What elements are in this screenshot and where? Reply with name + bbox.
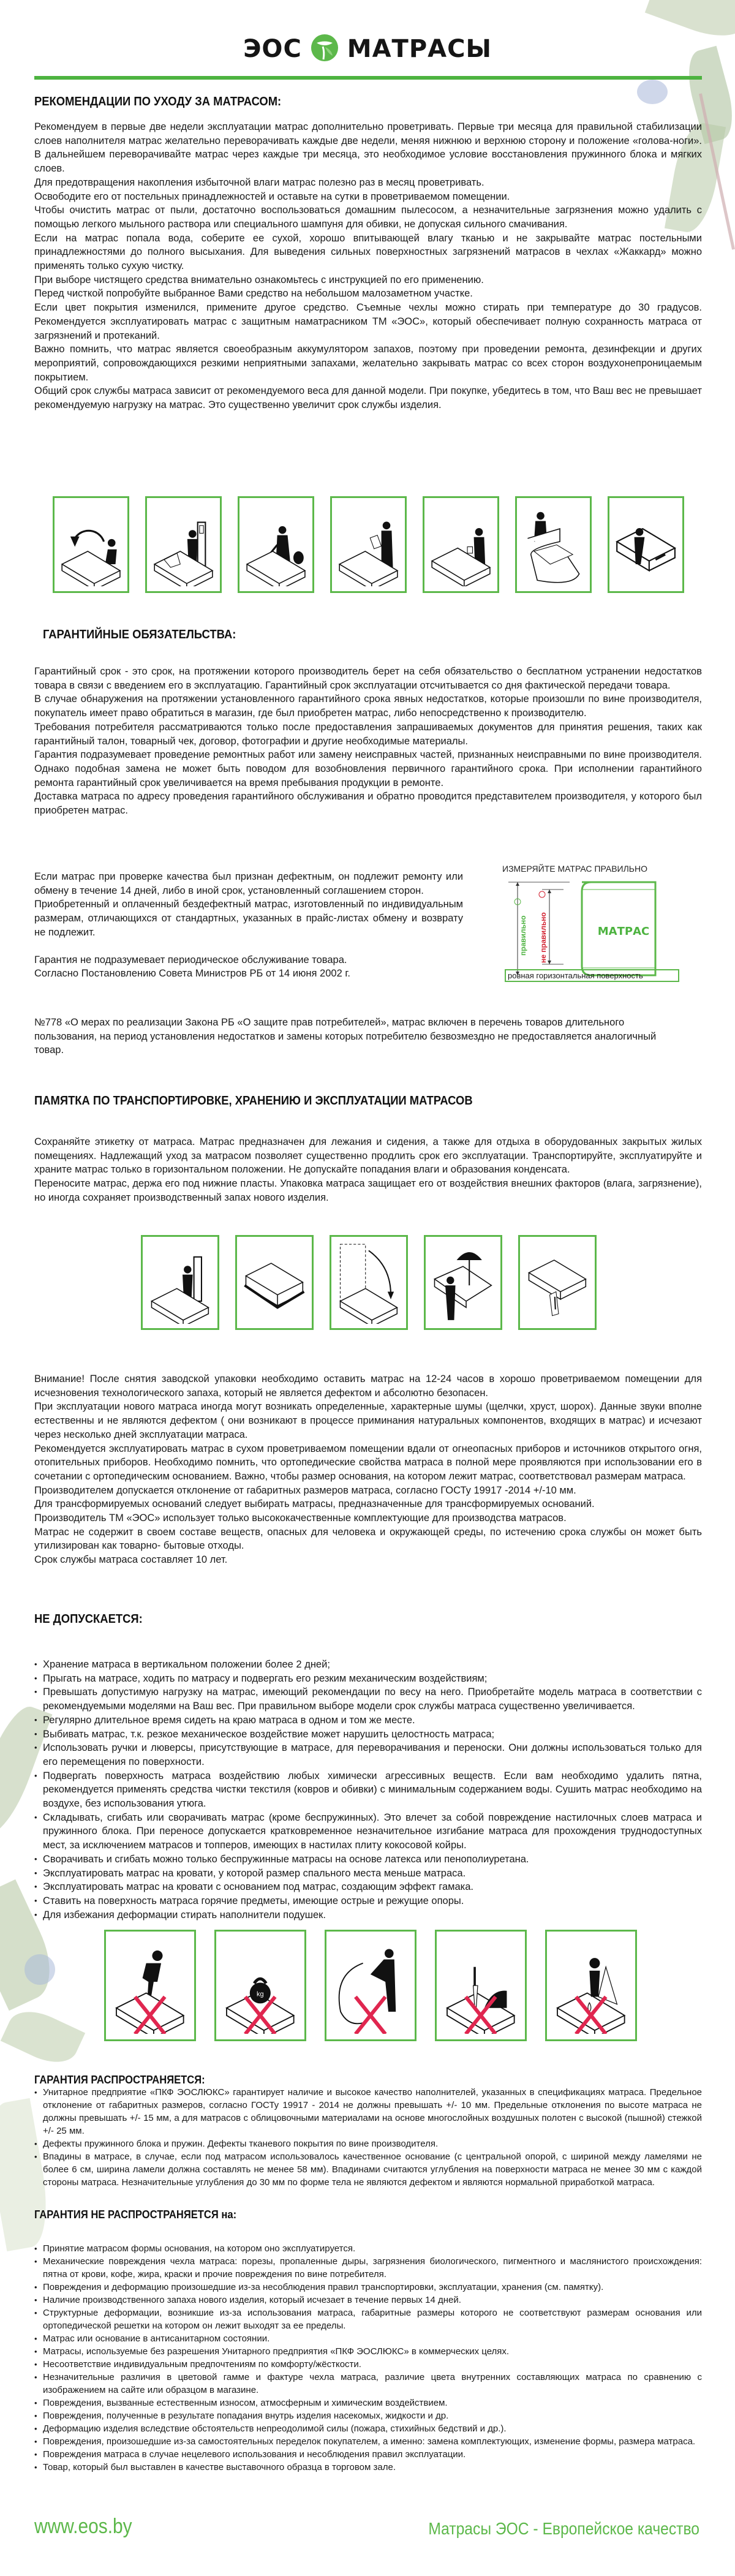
transport-paragraph: Переносите матрас, держа его под нижние пласты. Упаковка матраса защищает его от воздействия внешних факторов (влага, загрязнение), но иногда сохраняет производственный запах нового изделия. (34, 1178, 702, 1203)
warranty-excludes-item: • Повреждения, вызванные естественным износом, атмосферным и химическим воздействием. (34, 2397, 702, 2409)
warranty-excludes-item: • Повреждения, полученные в результате попадания внутрь изделия насекомых, жидкости и др. (34, 2409, 702, 2422)
brand-name-right: МАТРАСЫ (347, 35, 492, 63)
surface-label: ровная горизонтальная поверхность (505, 969, 679, 982)
brand-logo (0, 29, 735, 69)
warranty-law-text (34, 1016, 677, 1057)
warranty-excludes-item: • Принятие матрасом формы основания, на котором оно эксплуатируется. (34, 2242, 702, 2255)
attention-text (34, 1372, 702, 1567)
warranty-excludes-section-title (34, 2208, 254, 2221)
warranty-excludes-item: • Повреждения матраса в случае нецелевого использования и несоблюдения правил эксплуатации. (34, 2448, 702, 2461)
no-liquids-icon (545, 1930, 637, 2041)
warranty-paragraph: В случае обнаружения на протяжении установленного гарантийного срока явных недостатков, которые произошли по вине производителя, покупатель имеет право обратиться в магазин, где был приобретен матрас, либо непосредственно к производителю. (34, 693, 702, 719)
brand-name-left: ЭОС (243, 35, 302, 63)
warranty-excludes-heading: ГАРАНТИЯ НЕ РАСПРОСТРАНЯЕТСЯ (34, 2208, 219, 2221)
warranty-covers-list (34, 2086, 702, 2189)
ventilate-room-icon (145, 496, 222, 593)
keep-dry-icon (424, 1235, 502, 1330)
flat-storage-icon (235, 1235, 314, 1330)
mattress-protector-icon (608, 496, 684, 593)
measure-diagram-title: ИЗМЕРЯЙТЕ МАТРАС ПРАВИЛЬНО (502, 864, 647, 874)
care-paragraph: Рекомендуем в первые две недели эксплуатации матрас дополнительно проветривать. Первые три месяца для правильной стабилизации слоев наполнителя матрас желательно переворачивать каждые две недели, меняя нижнюю и верхнюю сторону и положение «голова-ноги». В дальнейшем переворачивайте матрас через каждые три месяца, это необходимое условие восстановления пружинного блока и мягких слоев. (34, 121, 702, 175)
incorrect-label: не правильно (539, 912, 548, 963)
care-paragraph: Общий срок службы матраса зависит от рекомендуемого веса для данной модели. При покупке, убедитесь в том, что Ваш вес не превышает рекомендуемую нагрузку на матрас. Это существенно увеличит срок службы изделия. (34, 385, 702, 411)
measure-mattress-diagram (490, 864, 698, 995)
warranty-paragraph: Требования потребителя рассматриваются только после предоставления запрашиваемых документов для принятия решения, таких как гарантийный талон, товарный чек, договор, фотографии и другие необходимые материалы. (34, 721, 702, 747)
warranty-excludes-item: • Матрасы, используемые без разрешения Унитарного предприятия «ПКФ ЭОСЛЮКС» в коммерческих целях. (34, 2345, 702, 2358)
warranty-covers-item: • Впадины в матрасе, в случае, если под матрасом использовалось качественное основание (с центральной опорой, с шириной между ламелями не более 6 см, ширина ламели должна составлять не менее 58 мм). Впадинами считаются углубления на поверхности матраса не менее 30 мм с каждой стороны матраса. Незначительные углубления до 30 мм по форме тела не являются дефектом и являются нормальной приработкой матраса. (34, 2150, 702, 2189)
header-divider (34, 76, 702, 80)
vacuum-clean-icon (238, 496, 314, 593)
warranty-excludes-item: • Повреждения и деформацию произошедшие из-за несоблюдения правил транспортировки, эксплуатации, хранения (см. памятку). (34, 2281, 702, 2294)
care-paragraph: Чтобы очистить матрас от пыли, достаточно воспользоваться домашним пылесосом, а незначительные загрязнения можно удалить с помощью легкого мыльного раствора или специального шампуня для обивки, не допуская сильного смачивания. (34, 205, 702, 230)
forbidden-item: • Сворачивать и сгибать можно только беспружинные матрасы на основе латекса или пенополиуретана. (34, 1853, 702, 1867)
forbidden-heading: НЕ ДОПУСКАЕТСЯ: (34, 1612, 143, 1626)
transport-icons-row (141, 1235, 597, 1330)
water-spill-icon (330, 496, 407, 593)
warranty-covers-item: • Унитарное предприятие «ПКФ ЭОСЛЮКС» гарантирует наличие и высокое качество наполнителей, указанных в спецификациях матраса. Предельное отклонение от габаритных размеров, согласно ГОСТу 19917 - 2014 не должны превышать +/- 10 мм. Предельные отклонения по высоте матраса не должны превышать +/- 15 мм, а для матрасов с облицовочными материалами на основе многослойных воздушных полотен с высокой (пышной) стежкой +/- 25 мм. (34, 2086, 702, 2137)
care-paragraph: Если на матрас попала вода, соберите ее сухой, хорошо впитывающей влагу тканью и не закрывайте матрас постельными принадлежностями до полного высыхания. Для выведения сильных поверхностных загрязнений матрасов в чехлах «Жаккард» можно применять только сухую чистку. (34, 232, 702, 272)
attention-paragraph: Рекомендуется эксплуатировать матрас в сухом проветриваемом помещении вдали от огнеопасных приборов и источников открытого огня, отопительных приборов. Необходимо помнить, что ортопедические свойства матраса в полной мере проявляются при использовании его в сочетании с ортопедическим основанием. Важно, чтобы размер основания, на котором лежит матрас, соответствовал размерам матраса. (34, 1443, 702, 1482)
forbidden-item: • Хранение матраса в вертикальном положении более 2 дней; (34, 1658, 702, 1672)
no-folding-icon (325, 1930, 417, 2041)
flip-mattress-icon (53, 496, 129, 593)
warranty-excludes-item: • Структурные деформации, возникшие из-за использования матраса, габаритные размеры которого не соответствуют размерам основания или ортопедической решетки на котором он лежит выходят за ее пределы. (34, 2306, 702, 2332)
warranty-heading: ГАРАНТИЙНЫЕ ОБЯЗАТЕЛЬСТВА: (43, 628, 236, 641)
attention-paragraph: Производителем допускается отклонение от габаритных размеров матраса, согласно ГОСТу 19917 -2014 +/-10 мм. (34, 1484, 576, 1496)
care-paragraph: При выборе чистящего средства внимательно ознакомьтесь с инструкцией по его применению. (34, 274, 484, 285)
warranty-text (34, 665, 702, 818)
warranty-excludes-item: • Матрас или основание в антисанитарном состоянии. (34, 2332, 702, 2345)
horizontal-position-icon (330, 1235, 408, 1330)
no-heavy-weight-icon (214, 1930, 306, 2041)
warranty-text-narrow (34, 870, 463, 981)
no-hot-sharp-objects-icon (435, 1930, 527, 2041)
remove-cover-icon (515, 496, 592, 593)
warranty-excludes-heading-suffix: на: (218, 2208, 237, 2221)
spot-clean-icon (423, 496, 499, 593)
transport-text (34, 1135, 702, 1205)
forbidden-item: • Эксплуатировать матрас на кровати с основанием под матрас, создающим эффект гамака. (34, 1880, 702, 1894)
forbidden-list (34, 1658, 702, 1922)
correct-label: правильно (519, 915, 527, 956)
forbidden-item: • Выбивать матрас, т.к. резкое механическое воздействие может нарушить целостность матраса; (34, 1728, 702, 1742)
warranty-paragraph: Согласно Постановлению Совета Министров РБ от 14 июня 2002 г. (34, 968, 350, 980)
warranty-paragraph: Доставка матраса по адресу проведения гарантийного обслуживания и обратно проводится представителем производителя, у которого был приобретен матрас. (34, 791, 702, 817)
care-section-title (34, 95, 303, 109)
care-icons-row (53, 496, 684, 593)
warranty-paragraph: Гарантийный срок - это срок, на протяжении которого производитель берет на себя обязательство о бесплатном устранении недостатков товара в связи с введением его в эксплуатацию. Гарантийный срок эксплуатации отсчитывается со дня фактической передачи товара. (34, 666, 702, 691)
attention-paragraph: Внимание! После снятия заводской упаковки необходимо оставить матрас на 12-24 часов в хорошо проветриваемом помещении для исчезновения технологического запаха, который не является дефектом и абсолютно безопасен. (34, 1373, 702, 1399)
care-paragraph: Освободите его от постельных принадлежностей и оставьте на сутки в проветриваемом помещении. (34, 191, 510, 202)
website-link[interactable]: www.eos.by (34, 2515, 132, 2538)
transport-paragraph: Сохраняйте этикетку от матраса. Матрас предназначен для лежания и сидения, а также для отдыха в оборудованных закрытых жилых помещениях. Надлежащий уход за матрасом позволяет существенно продлить срок его эксплуатации. Транспортируйте, эксплуатируйте и храните матрас только в горизонтальном положении. Не допускайте попадания влаги и образования конденсата. (34, 1136, 702, 1176)
warranty-paragraph: Приобретенный и оплаченный бездефектный матрас, изготовленный по индивидуальным размерам, отличающихся от стандартных, указанных в прайс-листах обмену и возврату не подлежит. (34, 899, 463, 938)
care-paragraph: Если цвет покрытия изменился, примените другое средство. Съемные чехлы можно стирать при температуре до 30 градусов. Рекомендуется эксплуатировать матрас с защитным наматрасником ТМ «ЭОС», который обеспечивает полную сохранность матраса от загрязнений и протеканий. (34, 302, 702, 341)
forbidden-item: • Использовать ручки и люверсы, присутствующие в матрасе, для переворачивания и переноски. Они должны использоваться только для его перемещения по поверхности. (34, 1741, 702, 1769)
care-paragraph: Для предотвращения накопления избыточной влаги матрас полезно раз в месяц проветривать. (34, 176, 484, 188)
care-heading: РЕКОМЕНДАЦИИ ПО УХОДУ ЗА МАТРАСОМ: (34, 95, 282, 108)
warranty-section-title (43, 628, 253, 642)
footer-slogan: Матрасы ЭОС - Европейское качество (428, 2519, 699, 2538)
forbidden-item: • Превышать допустимую нагрузку на матрас, имеющий рекомендации по весу на него. Приобретайте модель матраса в соответствии с рекомендуемыми моделями на Ваш вес. При правильном выборе модели срок службы матраса существенно увеличивается. (34, 1685, 702, 1713)
forbidden-item: • Регулярно длительное время сидеть на краю матраса в одном и том же месте. (34, 1713, 702, 1728)
attention-paragraph: Срок службы матраса составляет 10 лет. (34, 1554, 228, 1566)
warranty-paragraph: Гарантия подразумевает проведение ремонтных работ или замену неисправных частей, признанных неисправными по вине производителя. Однако подобная замена не может быть поводом для возобновления первичного гарантийного срока. При исполнении гарантийного ремонта гарантийный срок увеличивается на время пребывания продукции в ремонте. (34, 749, 702, 788)
forbidden-item: • Для избежания деформации стирать наполнители подушек. (34, 1908, 702, 1922)
warranty-excludes-item: • Механические повреждения чехла матраса: порезы, пропаленные дыры, загрязнения биологического, пигментного и маслянистого происхождения: пятна от крови, кофе, жира, краски и прочие повреждения по вине потребителя. (34, 2255, 702, 2281)
warranty-covers-item: • Дефекты пружинного блока и пружин. Дефекты тканевого покрытия по вине производителя. (34, 2137, 702, 2150)
warranty-law-paragraph: №778 «О мерах по реализации Закона РБ «О защите прав потребителей», матрас включен в перечень товаров длительного пользования, на период установления недостатков и замены которых потребителю безвозмездно не предоставляется аналогичный товар. (34, 1017, 657, 1056)
attention-paragraph: Матрас не содержит в своем составе веществ, опасных для человека и окружающей среды, по истечению срока службы он может быть утилизирован как товарно- бытовые отходы. (34, 1526, 702, 1552)
warranty-paragraph: Если матрас при проверке качества был признан дефектным, он подлежит ремонту или обмену в течение 14 дней, либо в иной срок, установленный соглашением сторон. (34, 871, 463, 896)
forbidden-item: • Складывать, сгибать или сворачивать матрас (кроме беспружинных). Это влечет за собой повреждение настилочных слоев матраса и пружинного блока. При переносе допускается кратковременное незначительное изгибание матраса для прохождения труднодоступных мест, за исключением матрасов и топперов, имеющих в настилах плиту кокосовой койры. (34, 1811, 702, 1853)
attention-paragraph: При эксплуатации нового матраса иногда могут возникать определенные, характерные шумы (щелчки, хруст, шорох). Данные звуки вполне естественны и не являются дефектом ( они возникают в процессе приминания натуральных компонентов, входящих в матрас) и исчезают через несколько дней эксплуатации матраса. (34, 1401, 702, 1440)
transport-heading: ПАМЯТКА ПО ТРАНСПОРТИРОВКЕ, ХРАНЕНИЮ И ЭКСПЛУАТАЦИИ МАТРАСОВ (34, 1094, 473, 1108)
transport-section-title (34, 1094, 511, 1108)
forbidden-item: • Прыгать на матрасе, ходить по матрасу и подвергать его резким механическим воздействиям; (34, 1672, 702, 1686)
warranty-excludes-item: • Незначительные различия в цветовой гамме и фактуре чехла матраса, различие цвета внутренних составляющих матраса по сравнению с изображением на сайте или образцом в магазине. (34, 2371, 702, 2397)
warranty-excludes-item: • Товар, который был выставлен в качестве выставочного образца в торговом зале. (34, 2461, 702, 2474)
keep-label-icon (518, 1235, 597, 1330)
care-paragraph: Важно помнить, что матрас является своеобразным аккумулятором запахов, поэтому при проведении ремонта, дезинфекции и других мероприятий, сопровождающихся резкими неприятными запахами, желательно закрывать матрас со всех сторон воздухонепроницаемым покрытием. (34, 344, 702, 383)
ventilate-room-icon (141, 1235, 219, 1330)
warranty-excludes-item: • Наличие производственного запаха нового изделия, который исчезает в течение первых 14 дней. (34, 2294, 702, 2306)
mattress-label: МАТРАС (597, 925, 650, 938)
warranty-excludes-item: • Повреждения, произошедшие из-за самостоятельных переделок покупателем, а именно: замена комплектующих, изменение формы, размера матраса. (34, 2435, 702, 2448)
kg-label: kg (257, 1990, 264, 1998)
warranty-excludes-list (34, 2242, 702, 2474)
forbidden-item: • Эксплуатировать матрас на кровати, у которой размер спального места меньше матраса. (34, 1867, 702, 1881)
care-text (34, 120, 702, 412)
forbidden-icons-row (104, 1930, 637, 2041)
leaf-logo-icon (311, 34, 339, 65)
attention-paragraph: Для трансформируемых оснований следует выбирать матрасы, предназначенные для трансформируемых оснований. (34, 1498, 595, 1510)
forbidden-section-title (34, 1612, 152, 1626)
attention-paragraph: Производитель ТМ «ЭОС» использует только высококачественные комплектующие для производства матрасов. (34, 1513, 567, 1524)
warranty-covers-heading: ГАРАНТИЯ РАСПРОСТРАНЯЕТСЯ: (34, 2074, 205, 2086)
warranty-excludes-item: • Несоответствие индивидуальным предпочтениям по комфорту/жёсткости. (34, 2358, 702, 2371)
warranty-paragraph: Гарантия не подразумевает периодическое обслуживание товара. (34, 954, 347, 965)
care-paragraph: Перед чисткой попробуйте выбранное Вами средство на небольшом малозаметном участке. (34, 288, 473, 300)
warranty-excludes-item: • Деформацию изделия вследствие обстоятельств непреодолимой силы (пожара, стихийных бедствий и др.). (34, 2422, 702, 2435)
forbidden-item: • Подвергать поверхность матраса воздействию любых химически агрессивных веществ. Если вам необходимо удалить пятна, рекомендуется применять средства чистки текстиля (ковров и обивки) с минимальным содержанием воды. Сушить матрас необходимо на воздухе, без использования утюга. (34, 1769, 702, 1811)
no-jumping-icon (104, 1930, 196, 2041)
forbidden-item: • Ставить на поверхность матраса горячие предметы, имеющие острые и режущие опоры. (34, 1894, 702, 1908)
warranty-covers-section-title (34, 2074, 220, 2087)
